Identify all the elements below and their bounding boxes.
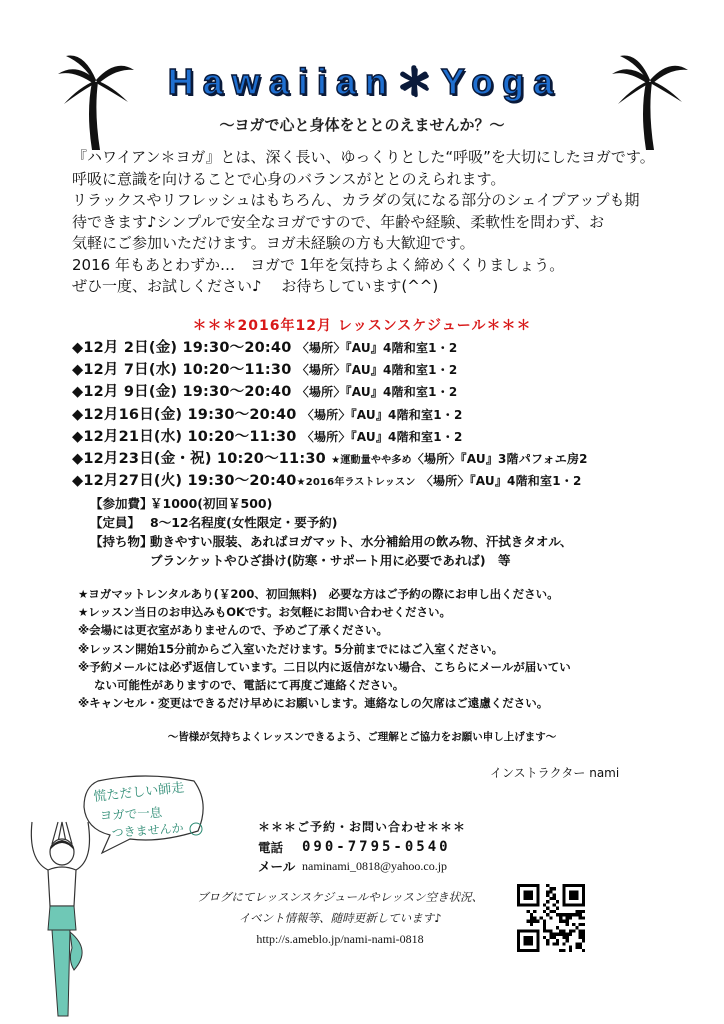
intro-line: 気軽にご参加いただけます。ヨガ未経験の方も大歓迎です。: [72, 234, 475, 252]
schedule-note: ★2016年ラストレッスン: [296, 477, 416, 489]
items-row: [90, 532, 690, 551]
note-item: ない可能性がありますので、電話にて再度ご連絡ください。: [94, 678, 405, 693]
note-item: ※キャンセル・変更はできるだけ早めにお願いします。連絡なしの欠席はご遠慮ください。: [78, 696, 549, 711]
capacity-row: [90, 513, 690, 532]
fee-label: 【参加費】: [90, 496, 153, 511]
note-item: ※会場には更衣室がありませんので、予めご了承ください。: [78, 623, 388, 638]
schedule-date: ◆12月 2日(金) 19:30～20:40: [72, 340, 292, 356]
notes-list: [78, 585, 718, 712]
info-block: [90, 494, 690, 570]
palm-tree-left-icon: [56, 52, 136, 152]
schedule-row: [72, 381, 712, 403]
schedule-place: 〈場所〉『AU』4階和室1・2: [296, 363, 458, 378]
note-item: ★ヨガマットレンタルあり(￥200、初回無料) 必要な方はご予約の際にお申し出ください。: [78, 587, 559, 601]
schedule-place: 〈場所〉『AU』3階パフォエ房2: [411, 451, 588, 466]
intro-line: 呼吸に意識を向けることで心身のバランスがととのえられます。: [72, 169, 506, 188]
schedule-date: ◆12月23日(金・祝) 10:20～11:30: [72, 450, 326, 467]
schedule-row: [72, 448, 712, 470]
speech-bubble: [80, 773, 210, 855]
schedule-place: 〈場所〉『AU』4階和室1・2: [420, 474, 582, 489]
blog-line: イベント情報等、随時更新しています♪: [238, 911, 442, 925]
closing-message: ～皆様が気持ちよくレッスンできるよう、ご理解とご協力をお願い申し上げます～: [167, 731, 557, 743]
note-item: ※予約メールには必ず返信しています。二日以内に返信がない場合、こちらにメールが届いてい: [78, 659, 571, 674]
fee-row: [90, 494, 690, 513]
schedule-date: ◆12月 7日(水) 10:20～11:30: [72, 362, 292, 379]
email-row: [258, 857, 451, 876]
fee-value: ￥1000(初回￥500): [150, 496, 273, 511]
phone-row: [258, 838, 451, 857]
bubble-line: ヨガで一息: [99, 804, 163, 823]
schedule-place: 〈場所〉『AU』4階和室1・2: [296, 341, 458, 355]
schedule-title: ＊＊＊2016年12月 レッスンスケジュール＊＊＊: [192, 318, 532, 334]
instructor-name: インストラクター nami: [490, 766, 620, 780]
schedule-date: ◆12月 9日(金) 19:30～20:40: [72, 384, 292, 401]
note-item: ※レッスン開始15分前からご入室いただけます。5分前までにはご入室ください。: [78, 641, 504, 656]
schedule-note: ★運動量やや多め: [331, 454, 412, 466]
intro-line: 『ハワイアン＊ヨガ』とは、深く長い、ゆっくりとした“呼吸”を大切にしたヨガです。: [72, 148, 655, 166]
schedule-list: [72, 337, 712, 492]
schedule-date: ◆12月27日(火) 19:30～20:40: [72, 473, 297, 490]
schedule-row: [72, 359, 712, 381]
phone-number: 090-7795-0540: [302, 839, 451, 855]
subtitle: ～ヨガで心と身体をととのえませんか？～: [219, 116, 505, 134]
schedule-place: 〈場所〉『AU』4階和室1・2: [301, 407, 463, 422]
blog-line: ブログにてレッスンスケジュールやレッスン空き状況、: [196, 890, 484, 904]
items-value-continued: ブランケットやひざ掛け(防寒・サポート用に必要であれば) 等: [150, 553, 511, 568]
contact-block: [258, 838, 451, 876]
schedule-date: ◆12月21日(水) 10:20～11:30: [72, 428, 297, 445]
schedule-date: ◆12月16日(金) 19:30～20:40: [72, 406, 297, 423]
capacity-label: 【定員】: [90, 515, 141, 530]
schedule-place: 〈場所〉『AU』4階和室1・2: [301, 429, 463, 444]
intro-line: リラックスやリフレッシュはもちろん、カラダの気になる部分のシェイプアップも期: [72, 191, 640, 209]
email-label: メール: [258, 859, 296, 874]
qr-code: [517, 884, 585, 952]
intro-line: ぜひ一度、お試しください♪ お待ちしています(^^): [72, 277, 439, 295]
intro-line: 2016 年もあとわずか… ヨガで 1年を気持ちよく締めくくりましょう。: [72, 255, 565, 274]
contact-title: ＊＊＊ご予約・お問い合わせ＊＊＊: [257, 820, 466, 834]
blog-info: [150, 887, 530, 950]
capacity-value: 8～12名程度(女性限定・要予約): [150, 515, 338, 530]
bubble-line: つきませんか: [111, 821, 185, 840]
schedule-row: [72, 337, 712, 359]
schedule-row: [72, 470, 712, 492]
intro-line: 待できます♪シンプルで安全なヨガですので、年齢や経験、柔軟性を問わず、お: [72, 212, 605, 231]
items-value: 動きやすい服装、あればヨガマット、水分補給用の飲み物、汗拭きタオル、: [150, 534, 573, 549]
yoga-girl-illustration: [22, 820, 97, 1020]
schedule-row: [72, 426, 712, 448]
page-title: Hawaiian＊Yoga: [167, 61, 563, 102]
items-label: 【持ち物】: [90, 534, 153, 549]
note-item: ★レッスン当日のお申込みもOKです。お気軽にお問い合わせください。: [78, 605, 451, 620]
intro-paragraph: [72, 147, 692, 298]
palm-tree-right-icon: [610, 52, 690, 152]
schedule-row: [72, 404, 712, 426]
email-address: naminami_0818@yahoo.co.jp: [302, 859, 448, 873]
bubble-line: 慌ただしい師走: [92, 780, 185, 805]
blog-url: http://s.ameblo.jp/nami-nami-0818: [256, 932, 424, 946]
schedule-place: 〈場所〉『AU』4階和室1・2: [296, 385, 458, 400]
phone-label: 電話: [258, 840, 284, 855]
